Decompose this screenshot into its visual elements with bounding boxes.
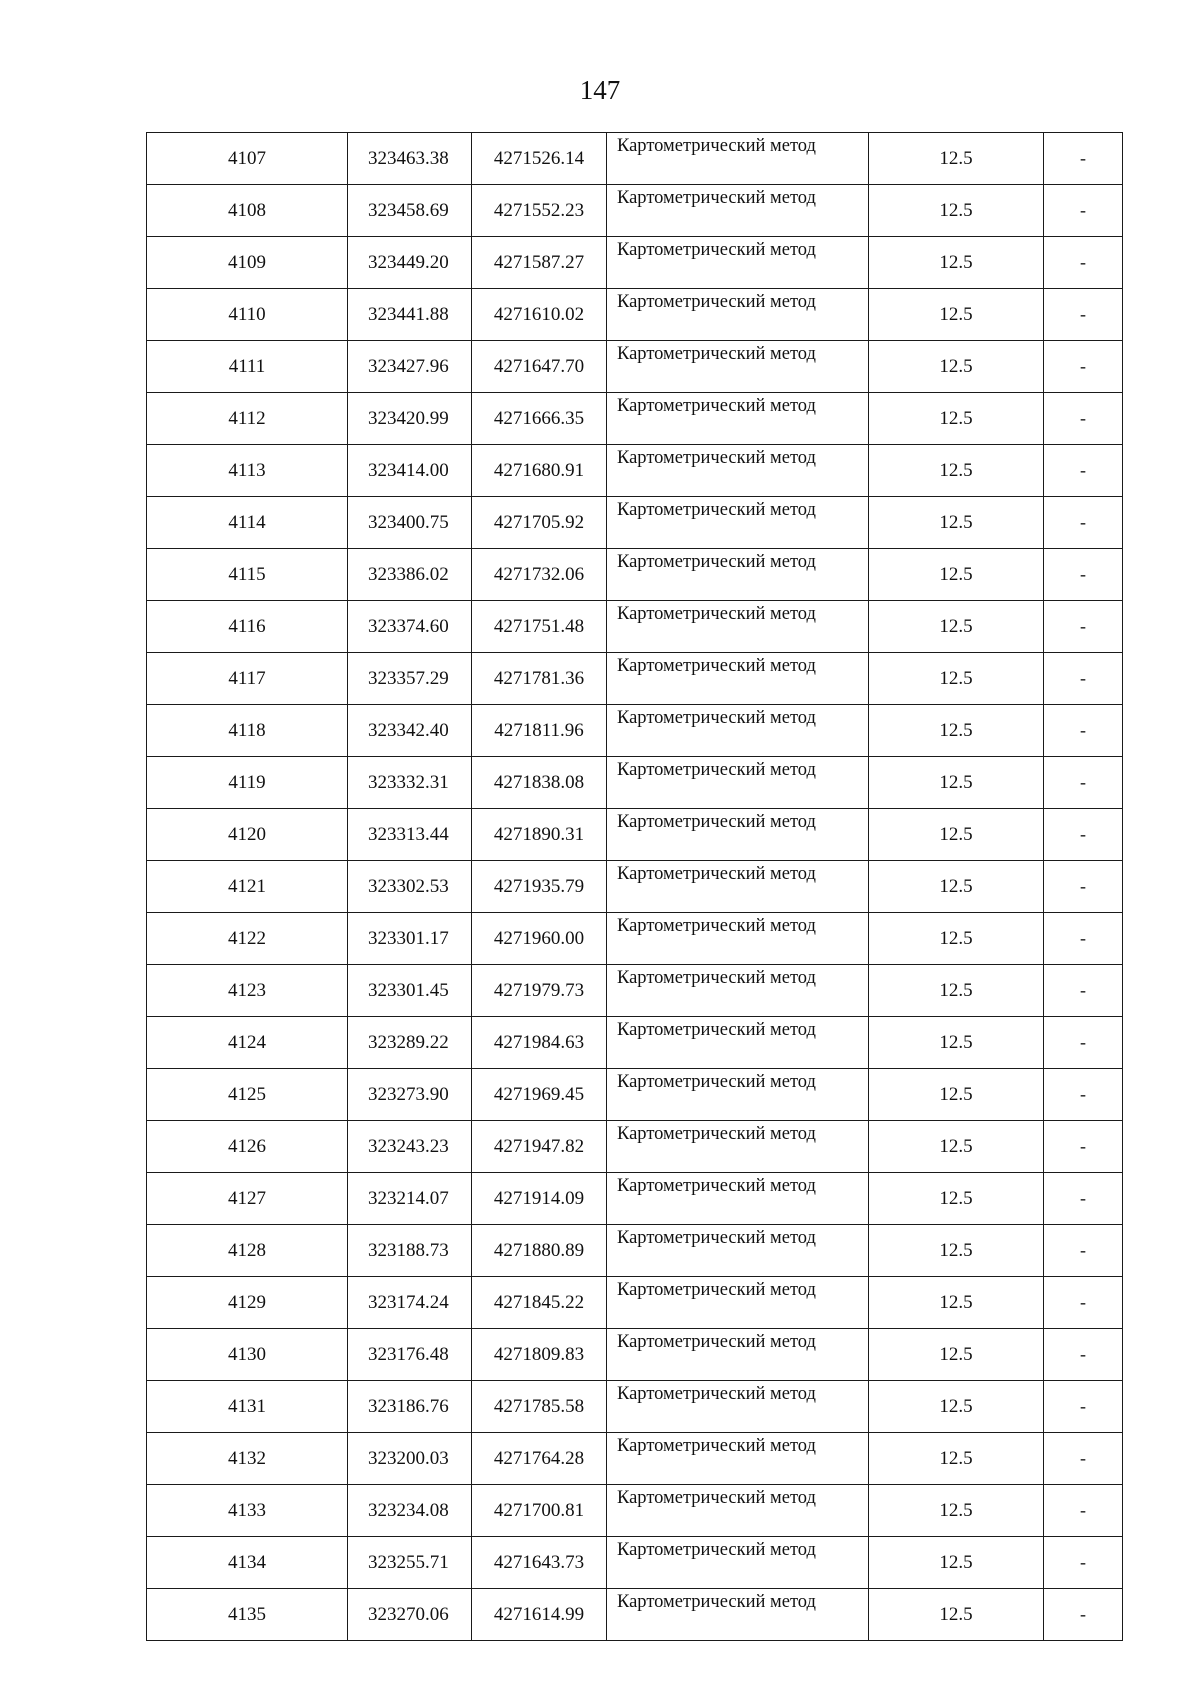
y-coordinate-cell: 4271935.79 [472,861,607,913]
point-number-cell: 4117 [147,653,348,705]
table-row [147,861,1123,913]
point-number-cell: 4120 [147,809,348,861]
accuracy-cell: 12.5 [869,497,1044,549]
table-row [147,705,1123,757]
point-number-cell: 4118 [147,705,348,757]
note-cell: - [1044,549,1123,601]
point-number-cell: 4114 [147,497,348,549]
x-coordinate-cell: 323234.08 [348,1485,472,1537]
accuracy-cell: 12.5 [869,1589,1044,1641]
method-cell: Картометрический метод [607,341,869,393]
y-coordinate-cell: 4271914.09 [472,1173,607,1225]
table-row [147,1381,1123,1433]
x-coordinate-cell: 323302.53 [348,861,472,913]
accuracy-cell: 12.5 [869,1225,1044,1277]
point-number-cell: 4134 [147,1537,348,1589]
accuracy-cell: 12.5 [869,1173,1044,1225]
x-coordinate-cell: 323255.71 [348,1537,472,1589]
note-cell: - [1044,1069,1123,1121]
accuracy-cell: 12.5 [869,809,1044,861]
method-cell: Картометрический метод [607,1121,869,1173]
y-coordinate-cell: 4271811.96 [472,705,607,757]
y-coordinate-cell: 4271643.73 [472,1537,607,1589]
y-coordinate-cell: 4271552.23 [472,185,607,237]
x-coordinate-cell: 323313.44 [348,809,472,861]
y-coordinate-cell: 4271979.73 [472,965,607,1017]
y-coordinate-cell: 4271960.00 [472,913,607,965]
x-coordinate-cell: 323273.90 [348,1069,472,1121]
method-cell: Картометрический метод [607,809,869,861]
point-number-cell: 4123 [147,965,348,1017]
accuracy-cell: 12.5 [869,601,1044,653]
point-number-cell: 4128 [147,1225,348,1277]
accuracy-cell: 12.5 [869,965,1044,1017]
accuracy-cell: 12.5 [869,757,1044,809]
x-coordinate-cell: 323357.29 [348,653,472,705]
method-cell: Картометрический метод [607,185,869,237]
table-row [147,549,1123,601]
point-number-cell: 4116 [147,601,348,653]
x-coordinate-cell: 323214.07 [348,1173,472,1225]
note-cell: - [1044,1121,1123,1173]
accuracy-cell: 12.5 [869,653,1044,705]
y-coordinate-cell: 4271614.99 [472,1589,607,1641]
method-cell: Картометрический метод [607,1017,869,1069]
table-row [147,757,1123,809]
point-number-cell: 4112 [147,393,348,445]
note-cell: - [1044,1381,1123,1433]
y-coordinate-cell: 4271764.28 [472,1433,607,1485]
table-row [147,965,1123,1017]
y-coordinate-cell: 4271785.58 [472,1381,607,1433]
method-cell: Картометрический метод [607,289,869,341]
x-coordinate-cell: 323463.38 [348,133,472,185]
method-cell: Картометрический метод [607,601,869,653]
method-cell: Картометрический метод [607,1277,869,1329]
y-coordinate-cell: 4271700.81 [472,1485,607,1537]
accuracy-cell: 12.5 [869,705,1044,757]
accuracy-cell: 12.5 [869,1537,1044,1589]
x-coordinate-cell: 323270.06 [348,1589,472,1641]
x-coordinate-cell: 323188.73 [348,1225,472,1277]
accuracy-cell: 12.5 [869,861,1044,913]
point-number-cell: 4131 [147,1381,348,1433]
point-number-cell: 4132 [147,1433,348,1485]
point-number-cell: 4135 [147,1589,348,1641]
note-cell: - [1044,757,1123,809]
y-coordinate-cell: 4271880.89 [472,1225,607,1277]
point-number-cell: 4107 [147,133,348,185]
table-row [147,393,1123,445]
method-cell: Картометрический метод [607,133,869,185]
y-coordinate-cell: 4271781.36 [472,653,607,705]
x-coordinate-cell: 323186.76 [348,1381,472,1433]
x-coordinate-cell: 323400.75 [348,497,472,549]
accuracy-cell: 12.5 [869,913,1044,965]
y-coordinate-cell: 4271610.02 [472,289,607,341]
point-number-cell: 4111 [147,341,348,393]
x-coordinate-cell: 323449.20 [348,237,472,289]
accuracy-cell: 12.5 [869,289,1044,341]
y-coordinate-cell: 4271666.35 [472,393,607,445]
note-cell: - [1044,497,1123,549]
table-row [147,809,1123,861]
x-coordinate-cell: 323458.69 [348,185,472,237]
accuracy-cell: 12.5 [869,1485,1044,1537]
method-cell: Картометрический метод [607,1069,869,1121]
table-row [147,1121,1123,1173]
accuracy-cell: 12.5 [869,237,1044,289]
table-row [147,1017,1123,1069]
table-row [147,185,1123,237]
method-cell: Картометрический метод [607,1589,869,1641]
y-coordinate-cell: 4271984.63 [472,1017,607,1069]
point-number-cell: 4119 [147,757,348,809]
accuracy-cell: 12.5 [869,1329,1044,1381]
table-row [147,497,1123,549]
note-cell: - [1044,237,1123,289]
method-cell: Картометрический метод [607,1433,869,1485]
note-cell: - [1044,133,1123,185]
method-cell: Картометрический метод [607,497,869,549]
table-row [147,445,1123,497]
note-cell: - [1044,913,1123,965]
method-cell: Картометрический метод [607,1173,869,1225]
table-row [147,1537,1123,1589]
table-row [147,1589,1123,1641]
table-row [147,237,1123,289]
x-coordinate-cell: 323332.31 [348,757,472,809]
y-coordinate-cell: 4271647.70 [472,341,607,393]
table-row [147,1485,1123,1537]
table-row [147,1173,1123,1225]
table-row [147,653,1123,705]
accuracy-cell: 12.5 [869,1121,1044,1173]
accuracy-cell: 12.5 [869,341,1044,393]
method-cell: Картометрический метод [607,237,869,289]
accuracy-cell: 12.5 [869,1017,1044,1069]
note-cell: - [1044,965,1123,1017]
table-row [147,601,1123,653]
method-cell: Картометрический метод [607,1485,869,1537]
note-cell: - [1044,289,1123,341]
method-cell: Картометрический метод [607,1537,869,1589]
point-number-cell: 4115 [147,549,348,601]
note-cell: - [1044,393,1123,445]
y-coordinate-cell: 4271705.92 [472,497,607,549]
point-number-cell: 4108 [147,185,348,237]
x-coordinate-cell: 323427.96 [348,341,472,393]
method-cell: Картометрический метод [607,393,869,445]
y-coordinate-cell: 4271732.06 [472,549,607,601]
x-coordinate-cell: 323342.40 [348,705,472,757]
y-coordinate-cell: 4271890.31 [472,809,607,861]
accuracy-cell: 12.5 [869,1433,1044,1485]
accuracy-cell: 12.5 [869,549,1044,601]
note-cell: - [1044,1017,1123,1069]
x-coordinate-cell: 323243.23 [348,1121,472,1173]
point-number-cell: 4110 [147,289,348,341]
y-coordinate-cell: 4271751.48 [472,601,607,653]
point-number-cell: 4121 [147,861,348,913]
y-coordinate-cell: 4271969.45 [472,1069,607,1121]
y-coordinate-cell: 4271947.82 [472,1121,607,1173]
x-coordinate-cell: 323420.99 [348,393,472,445]
accuracy-cell: 12.5 [869,1381,1044,1433]
note-cell: - [1044,653,1123,705]
coordinates-table [146,132,1123,1641]
point-number-cell: 4133 [147,1485,348,1537]
note-cell: - [1044,601,1123,653]
accuracy-cell: 12.5 [869,1277,1044,1329]
table-row [147,1277,1123,1329]
x-coordinate-cell: 323374.60 [348,601,472,653]
method-cell: Картометрический метод [607,653,869,705]
y-coordinate-cell: 4271809.83 [472,1329,607,1381]
method-cell: Картометрический метод [607,913,869,965]
note-cell: - [1044,1537,1123,1589]
note-cell: - [1044,445,1123,497]
table-row [147,1225,1123,1277]
method-cell: Картометрический метод [607,1381,869,1433]
method-cell: Картометрический метод [607,549,869,601]
x-coordinate-cell: 323200.03 [348,1433,472,1485]
note-cell: - [1044,341,1123,393]
note-cell: - [1044,185,1123,237]
x-coordinate-cell: 323174.24 [348,1277,472,1329]
table-row [147,341,1123,393]
y-coordinate-cell: 4271680.91 [472,445,607,497]
x-coordinate-cell: 323441.88 [348,289,472,341]
point-number-cell: 4129 [147,1277,348,1329]
x-coordinate-cell: 323289.22 [348,1017,472,1069]
point-number-cell: 4127 [147,1173,348,1225]
x-coordinate-cell: 323301.45 [348,965,472,1017]
y-coordinate-cell: 4271845.22 [472,1277,607,1329]
method-cell: Картометрический метод [607,1225,869,1277]
page-number: 147 [579,75,621,105]
table-row [147,289,1123,341]
method-cell: Картометрический метод [607,1329,869,1381]
method-cell: Картометрический метод [607,965,869,1017]
note-cell: - [1044,861,1123,913]
accuracy-cell: 12.5 [869,133,1044,185]
table-row [147,1433,1123,1485]
point-number-cell: 4122 [147,913,348,965]
method-cell: Картометрический метод [607,705,869,757]
x-coordinate-cell: 323414.00 [348,445,472,497]
note-cell: - [1044,1589,1123,1641]
point-number-cell: 4125 [147,1069,348,1121]
note-cell: - [1044,1277,1123,1329]
method-cell: Картометрический метод [607,757,869,809]
x-coordinate-cell: 323301.17 [348,913,472,965]
accuracy-cell: 12.5 [869,445,1044,497]
accuracy-cell: 12.5 [869,185,1044,237]
method-cell: Картометрический метод [607,861,869,913]
point-number-cell: 4126 [147,1121,348,1173]
table-row [147,913,1123,965]
note-cell: - [1044,1173,1123,1225]
table-row [147,1329,1123,1381]
note-cell: - [1044,809,1123,861]
note-cell: - [1044,1433,1123,1485]
table-row [147,1069,1123,1121]
y-coordinate-cell: 4271838.08 [472,757,607,809]
accuracy-cell: 12.5 [869,393,1044,445]
point-number-cell: 4109 [147,237,348,289]
coordinates-table-body [147,133,1123,1641]
note-cell: - [1044,1329,1123,1381]
method-cell: Картометрический метод [607,445,869,497]
note-cell: - [1044,1225,1123,1277]
x-coordinate-cell: 323176.48 [348,1329,472,1381]
accuracy-cell: 12.5 [869,1069,1044,1121]
note-cell: - [1044,1485,1123,1537]
y-coordinate-cell: 4271587.27 [472,237,607,289]
point-number-cell: 4113 [147,445,348,497]
note-cell: - [1044,705,1123,757]
point-number-cell: 4124 [147,1017,348,1069]
table-row [147,133,1123,185]
point-number-cell: 4130 [147,1329,348,1381]
y-coordinate-cell: 4271526.14 [472,133,607,185]
x-coordinate-cell: 323386.02 [348,549,472,601]
